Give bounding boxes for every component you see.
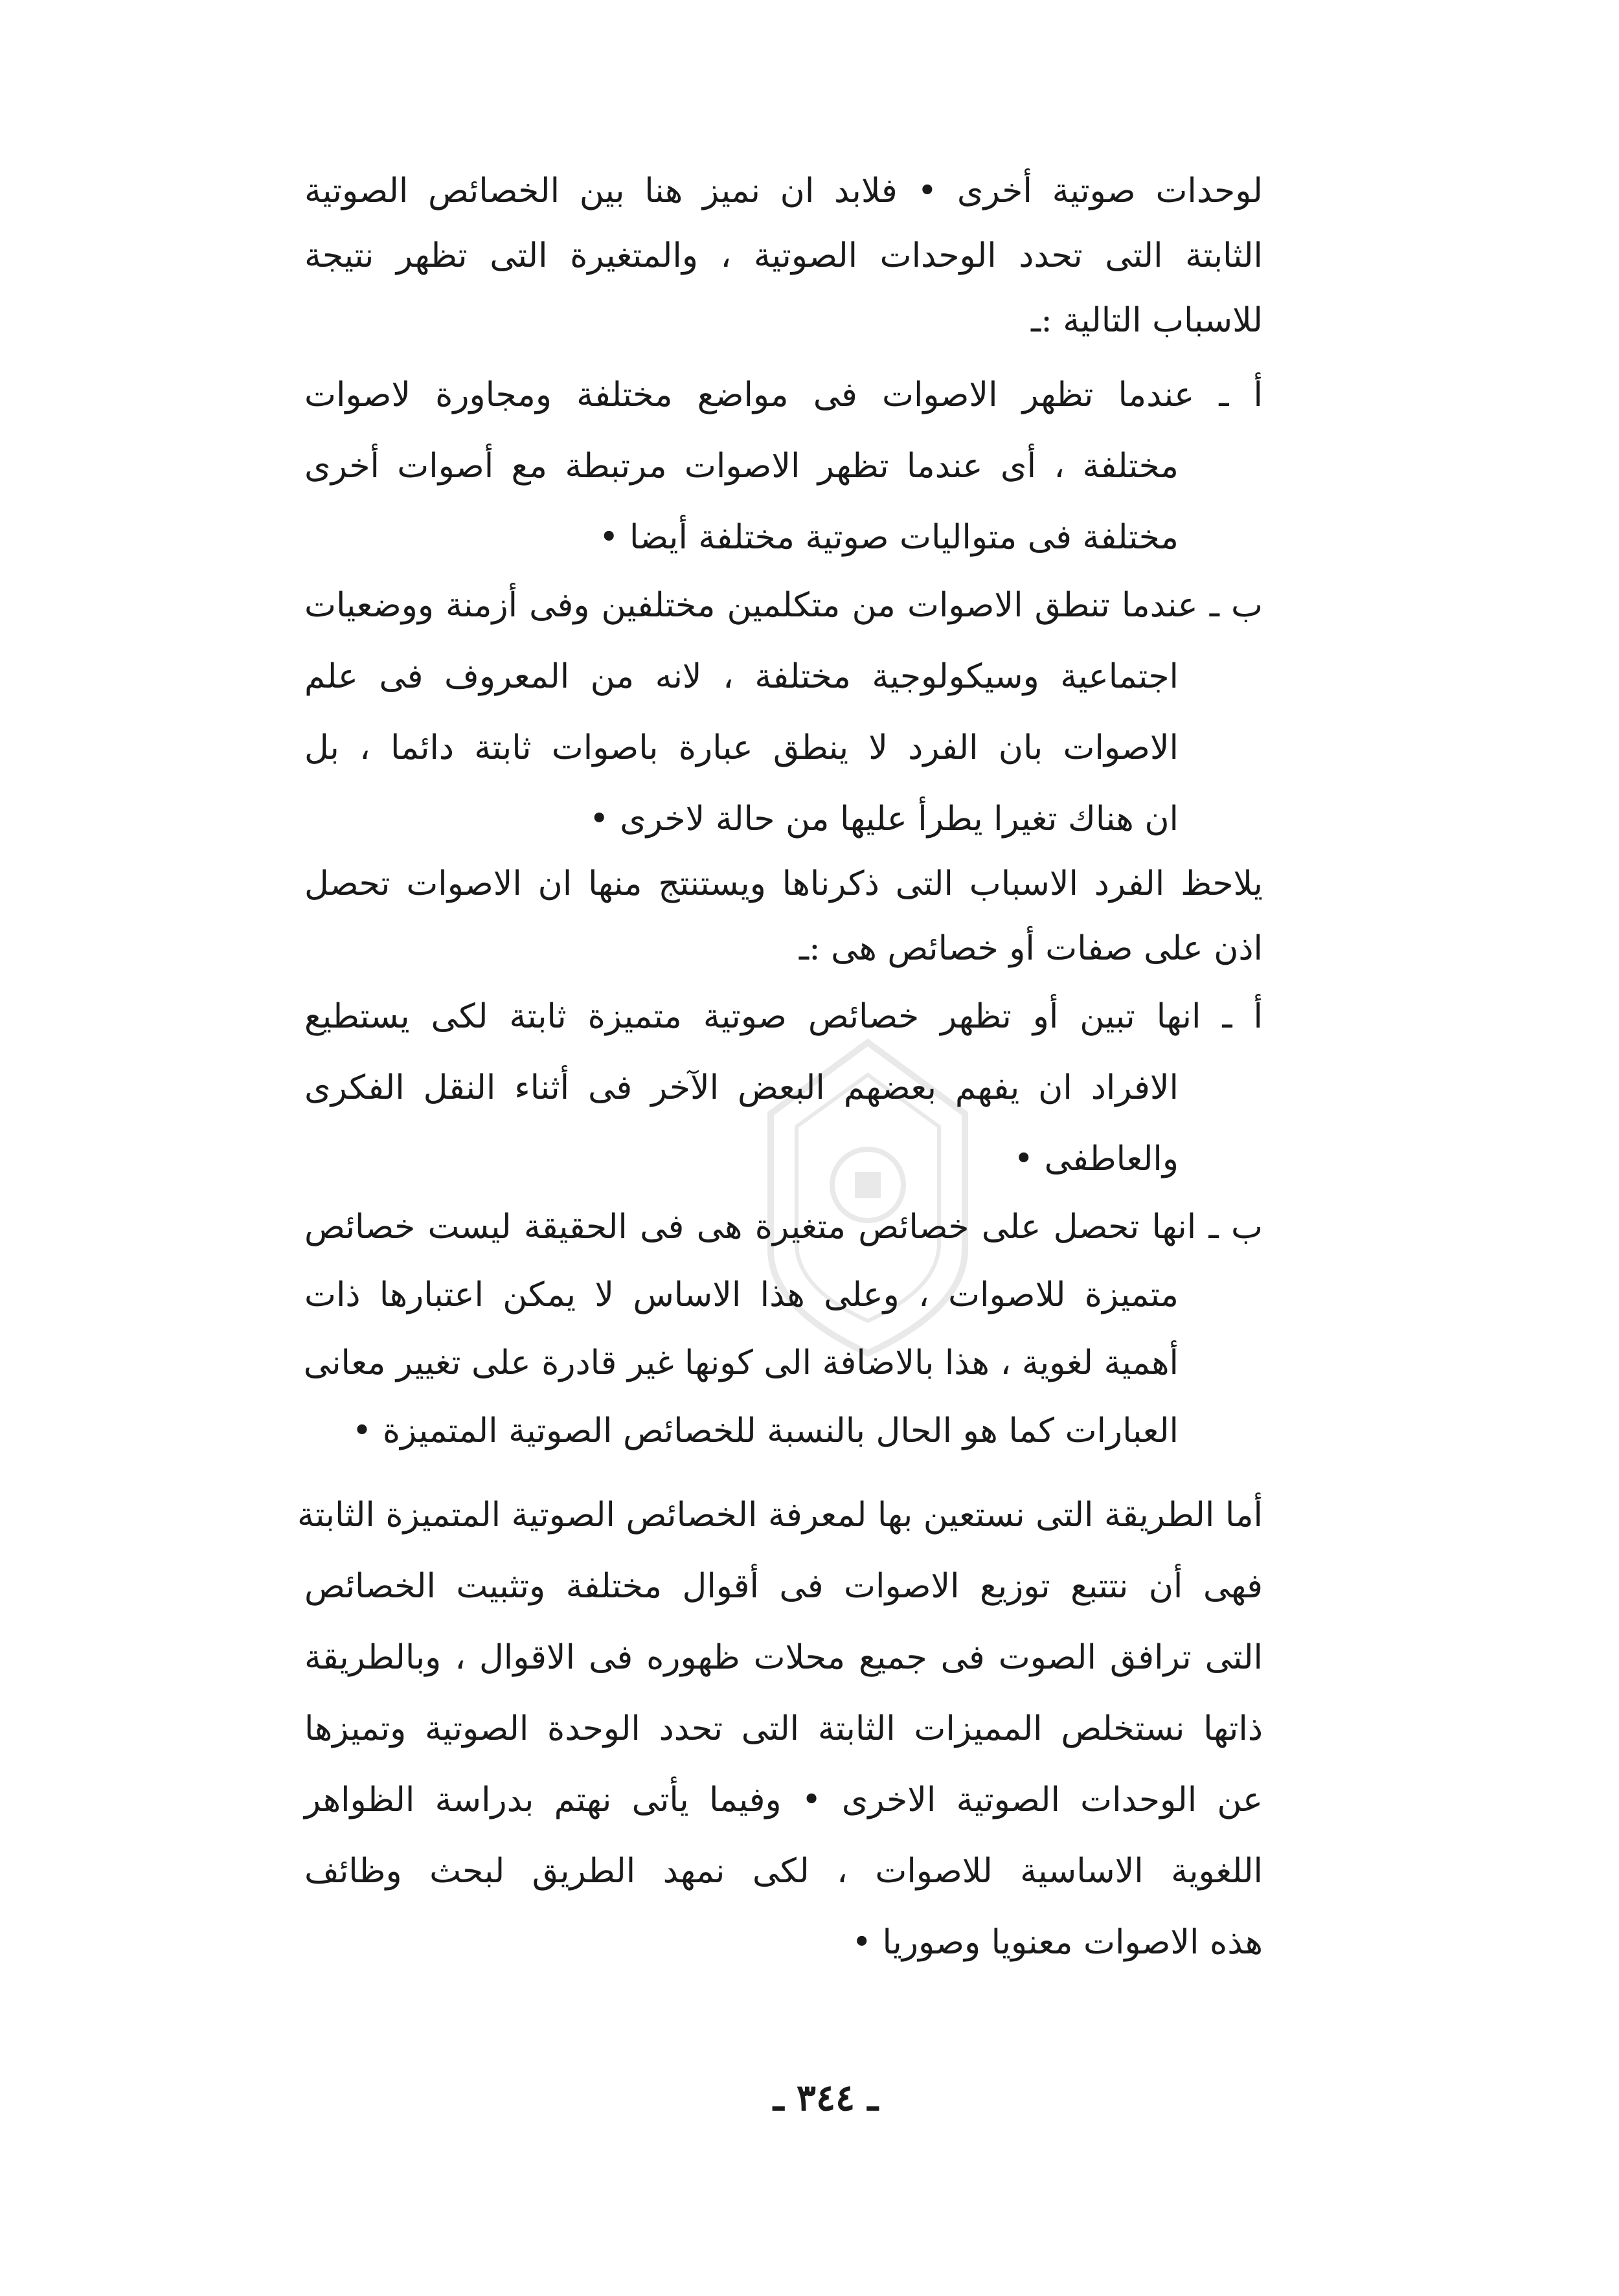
text-line: اجتماعية وسيكولوجية مختلفة ، لانه من المعروف فى علم	[304, 657, 1179, 696]
text-line: أهمية لغوية ، هذا بالاضافة الى كونها غير قادرة على تغيير معانى	[303, 1344, 1179, 1382]
text-line: للاسباب التالية :ـ	[1031, 301, 1263, 340]
text-line: متميزة للاصوات ، وعلى هذا الاساس لا يمكن اعتبارها ذات	[304, 1276, 1179, 1314]
text-line: ب ـ عندما تنطق الاصوات من متكلمين مختلفين وفى أزمنة ووضعيات	[304, 586, 1263, 625]
text-line: أ ـ عندما تظهر الاصوات فى مواضع مختلفة ومجاورة لاصوات	[304, 376, 1263, 414]
text-line: ب ـ انها تحصل على خصائص متغيرة هى فى الحقيقة ليست خصائص	[304, 1208, 1263, 1246]
text-line: الاصوات بان الفرد لا ينطق عبارة باصوات ثابتة دائما ، بل	[304, 728, 1179, 767]
text-line: أما الطريقة التى نستعين بها لمعرفة الخصائص الصوتية المتميزة الثابتة	[297, 1496, 1263, 1535]
text-line: أ ـ انها تبين أو تظهر خصائص صوتية متميزة ثابتة لكى يستطيع	[304, 997, 1263, 1036]
text-line: اللغوية الاساسية للاصوات ، لكى نمهد الطريق لبحث وظائف	[304, 1852, 1263, 1891]
text-line: مختلفة ، أى عندما تظهر الاصوات مرتبطة مع أصوات أخرى	[304, 447, 1179, 486]
text-line: عن الوحدات الصوتية الاخرى • وفيما يأتى نهتم بدراسة الظواهر	[304, 1781, 1263, 1819]
text-line: ذاتها نستخلص المميزات الثابتة التى تحدد الوحدة الصوتية وتميزها	[304, 1709, 1263, 1748]
page-number: ـ ٣٤٤ ـ	[773, 2077, 879, 2119]
text-line: مختلفة فى متواليات صوتية مختلفة أيضا •	[598, 518, 1179, 557]
text-line: الثابتة التى تحدد الوحدات الصوتية ، والمتغيرة التى تظهر نتيجة	[304, 236, 1263, 275]
text-line: العبارات كما هو الحال بالنسبة للخصائص الصوتية المتميزة •	[352, 1412, 1179, 1450]
text-line: والعاطفى •	[1013, 1140, 1179, 1178]
text-line: ان هناك تغيرا يطرأ عليها من حالة لاخرى •	[589, 800, 1179, 838]
text-line: لوحدات صوتية أخرى • فلابد ان نميز هنا بين الخصائص الصوتية	[304, 172, 1263, 210]
text-line: الافراد ان يفهم بعضهم البعض الآخر فى أثناء النقل الفكرى	[304, 1068, 1179, 1107]
text-line: يلاحظ الفرد الاسباب التى ذكرناها ويستنتج منها ان الاصوات تحصل	[304, 864, 1263, 903]
text-line: اذن على صفات أو خصائص هى :ـ	[798, 929, 1263, 968]
text-line: التى ترافق الصوت فى جميع محلات ظهوره فى الاقوال ، وبالطريقة	[304, 1638, 1263, 1677]
text-line: فهى أن نتتبع توزيع الاصوات فى أقوال مختلفة وتثبيت الخصائص	[304, 1567, 1263, 1606]
text-line: هذه الاصوات معنويا وصوريا •	[852, 1923, 1263, 1962]
